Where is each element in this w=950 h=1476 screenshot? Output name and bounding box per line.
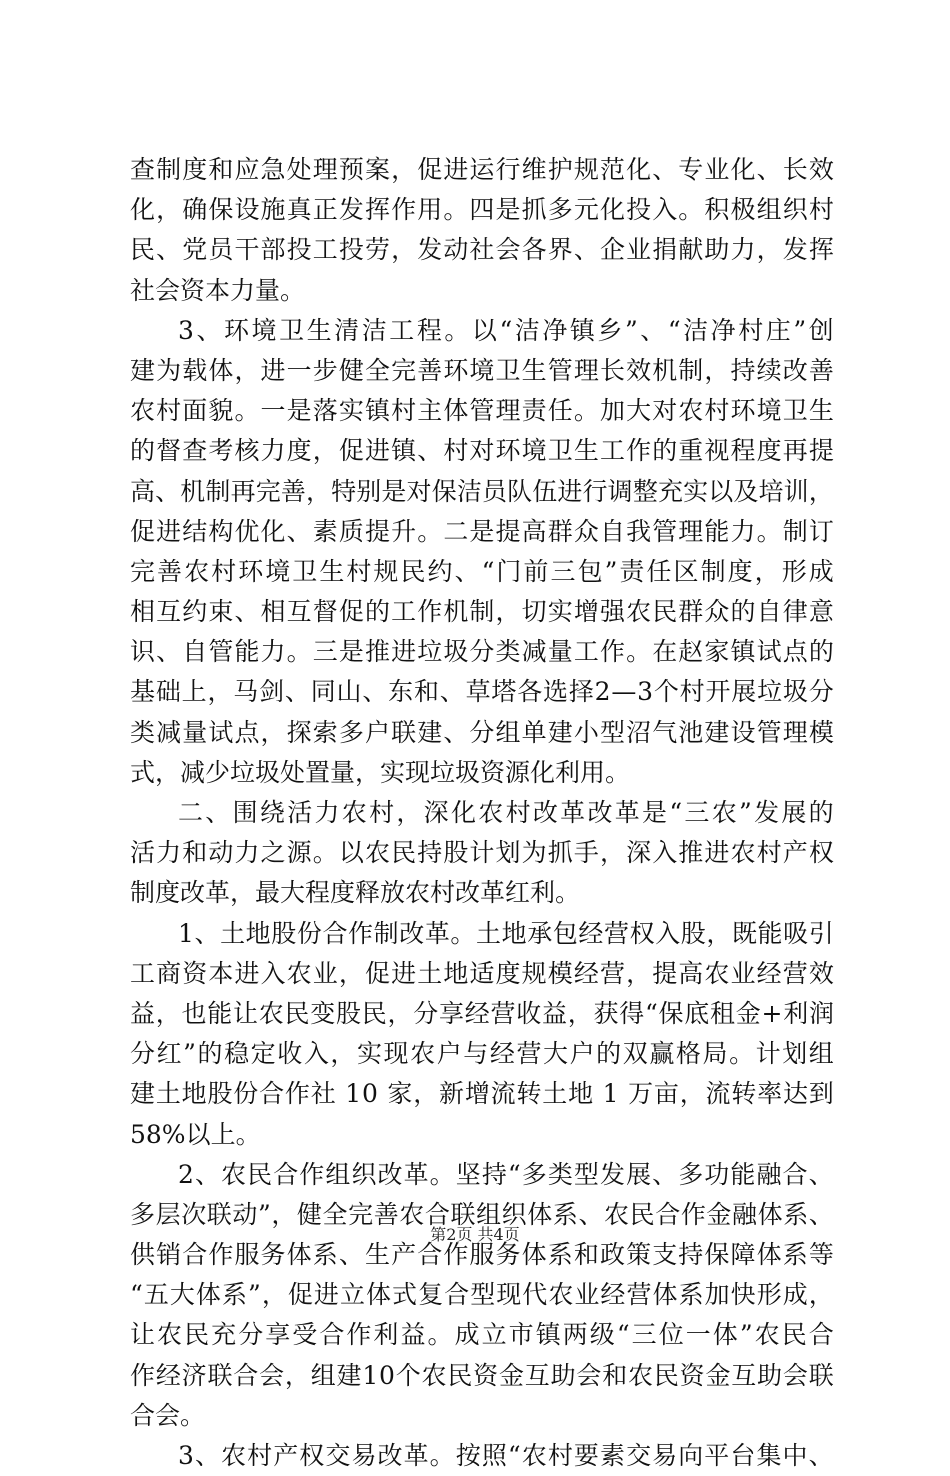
text-line: 建 土 地 股 份 合 作 社 1 0 家 ， 新 增 流 转 土 地 1 万 亩 ， 流 转 率 达 到 — [130, 1079, 834, 1109]
text-line: 多 层 次 联 动 ” ， 健 全 完 善 农 合 联 组 织 体 系 、 农 民 合 作 金 融 体 系 、 — [130, 1199, 834, 1229]
text-line: 3 、 环 境 卫 生 清 洁 工 程 。 以 “ 洁 净 镇 乡 ” 、 “ 洁 净 村 庄 ” 创 — [178, 315, 834, 345]
text-line-content: 58%以上。 — [130, 1119, 261, 1149]
text-line — [0, 1115, 950, 1155]
text-line-content: 式，减少垃圾处置量，实现垃圾资源化利用。 — [130, 757, 631, 787]
text-line: 二 、 围 绕 活 力 农 村 ， 深 化 农 村 改 革 改 革 是 “ 三 农 ” 发 展 的 — [178, 798, 834, 827]
text-line: 让 农 民 充 分 享 受 合 作 利 益 。 成 立 市 镇 两 级 “ 三 位 一 体 ” 农 民 合 — [130, 1320, 834, 1350]
text-line: 活 力 和 动 力 之 源 。 以 农 民 持 股 计 划 为 抓 手 ， 深 入 推 进 农 村 产 权 — [130, 838, 834, 868]
text-line — [0, 1396, 950, 1436]
text-line: 完 善 农 村 环 境 卫 生 村 规 民 约 、 “ 门 前 三 包 ” 责 任 区 制 度 ， 形 成 — [130, 556, 834, 586]
text-line: 的 督 查 考 核 力 度 ， 促 进 镇 、 村 对 环 境 卫 生 工 作 的 重 视 程 度 再 提 — [130, 436, 834, 466]
text-line: 识 、 自 管 能 力 。 三 是 推 进 垃 圾 分 类 减 量 工 作 。 在 赵 家 镇 试 点 的 — [130, 637, 834, 667]
page-footer — [0, 1222, 950, 1245]
text-line: 农 村 面 貌 。 一 是 落 实 镇 村 主 体 管 理 责 任 。 加 大 对 农 村 环 境 卫 生 — [130, 396, 834, 426]
document-body — [0, 150, 950, 1476]
text-line: 作 经 济 联 合 会 ， 组 建 1 0 个 农 民 资 金 互 助 会 和 农 民 资 金 互 助 会 联 — [130, 1360, 834, 1390]
text-line: 基 础 上 ， 马 剑 、 同 山 、 东 和 、 草 塔 各 选 择 2 — 3 个 村 开 展 垃 圾 分 — [130, 677, 834, 707]
text-line — [0, 873, 950, 913]
text-line: 3 、 农 村 产 权 交 易 改 革 。 按 照 “ 农 村 要 素 交 易 向 平 台 集 中 、 — [178, 1441, 834, 1470]
text-line: “ 五 大 体 系 ” ， 促 进 立 体 式 复 合 型 现 代 农 业 经 营 体 系 加 快 形 成 ， — [130, 1280, 834, 1310]
text-line: 2 、 农 民 合 作 组 织 改 革 。 坚 持 “ 多 类 型 发 展 、 多 功 能 融 合 、 — [178, 1159, 834, 1189]
text-line: 工 商 资 本 进 入 农 业 ， 促 进 土 地 适 度 规 模 经 营 ， 提 高 农 业 经 营 效 — [130, 958, 834, 988]
text-line: 查 制 度 和 应 急 处 理 预 案 ， 促 进 运 行 维 护 规 范 化 、 专 业 化 、 长 效 — [130, 155, 834, 184]
text-line-content: 制度改革，最大程度释放农村改革红利。 — [130, 878, 581, 908]
text-line-content: 社会资本力量。 — [130, 275, 306, 305]
text-line-content: 合会。 — [130, 1400, 206, 1430]
text-line: 供 销 合 作 服 务 体 系 、 生 产 合 作 服 务 体 系 和 政 策 支 持 保 障 体 系 等 — [130, 1240, 834, 1270]
text-line: 化 ， 确 保 设 施 真 正 发 挥 作 用 。 四 是 抓 多 元 化 投 入 。 积 极 组 织 村 — [130, 195, 834, 225]
text-line — [0, 271, 950, 311]
text-line: 1 、 土 地 股 份 合 作 制 改 革 。 土 地 承 包 经 营 权 入 股 ， 既 能 吸 引 — [178, 918, 834, 948]
text-line: 类 减 量 试 点 ， 探 索 多 户 联 建 、 分 组 单 建 小 型 沼 气 池 建 设 管 理 模 — [130, 717, 834, 747]
text-line: 相 互 约 束 、 相 互 督 促 的 工 作 机 制 ， 切 实 增 强 农 民 群 众 的 自 律 意 — [130, 597, 834, 627]
text-line: 民 、 党 员 干 部 投 工 投 劳 ， 发 动 社 会 各 界 、 企 业 捐 献 助 力 ， 发 挥 — [130, 235, 834, 265]
text-line: 建 为 载 体 ， 进 一 步 健 全 完 善 环 境 卫 生 管 理 长 效 机 制 ， 持 续 改 善 — [130, 355, 834, 385]
text-line: 高 、 机 制 再 完 善 ， 特 别 是 对 保 洁 员 队 伍 进 行 调 整 充 实 以 及 培 训 ， — [130, 476, 834, 506]
text-line: 促 进 结 构 优 化 、 素 质 提 升 。 二 是 提 高 群 众 自 我 管 理 能 力 。 制 订 — [130, 516, 834, 546]
text-line — [0, 753, 950, 793]
text-line: 分 红 ” 的 稳 定 收 入 ， 实 现 农 户 与 经 营 大 户 的 双 赢 格 局 。 计 划 组 — [130, 1039, 834, 1069]
page-number-label: 第2页 共4页 — [430, 1225, 520, 1244]
text-line: 益 ， 也 能 让 农 民 变 股 民 ， 分 享 经 营 收 益 ， 获 得 “ 保 底 租 金 + 利 润 — [130, 998, 834, 1028]
